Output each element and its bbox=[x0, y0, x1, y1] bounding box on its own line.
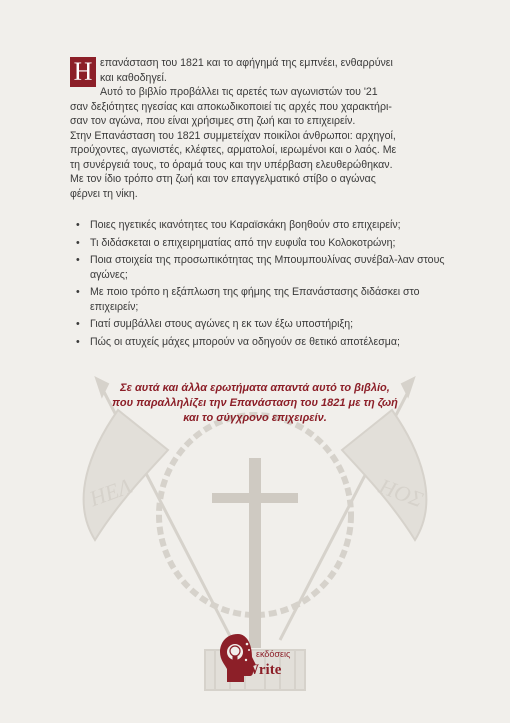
list-item bbox=[76, 236, 448, 251]
intro-line: τη συνέργειά τους, το όραμά τους και την υπέρβαση ελευθερώθηκαν. bbox=[70, 158, 393, 171]
cross-vertical bbox=[249, 458, 261, 648]
intro-line: φέρνει τη νίκη. bbox=[70, 187, 138, 200]
list-item bbox=[76, 317, 448, 332]
bullet-icon: • bbox=[76, 318, 80, 330]
logo-subtitle: εκδόσεις bbox=[256, 649, 291, 659]
list-item bbox=[76, 253, 448, 282]
bullet-icon: • bbox=[76, 254, 80, 266]
logo-title: iWrite bbox=[240, 662, 282, 678]
intro-paragraph bbox=[70, 56, 448, 201]
closing-line: που παραλληλίζει την Επανάσταση του 1821 με τη ζωή bbox=[112, 397, 398, 409]
list-item bbox=[76, 335, 448, 350]
intro-line: και καθοδηγεί. bbox=[100, 71, 167, 84]
intro-line: επανάσταση του 1821 και το αφήγημά της εμπνέει, ενθαρρύνει bbox=[100, 57, 393, 69]
description-block bbox=[70, 56, 448, 352]
publisher-logo bbox=[218, 632, 298, 712]
intro-line: Με τον ίδιο τρόπο στη ζωή και τον επαγγελματικό στίβο ο αγώνας bbox=[70, 173, 376, 185]
bullet-icon: • bbox=[76, 219, 80, 231]
question-list bbox=[76, 218, 448, 349]
intro-line: Στην Επανάσταση του 1821 συμμετείχαν ποικίλοι άνθρωποι: αρχηγοί, bbox=[70, 129, 396, 142]
question-text: Με ποιο τρόπο η εξάπλωση της φήμης της Επανάστασης διδάσκει στο επιχειρείν; bbox=[90, 286, 420, 313]
question-text: Γιατί συμβάλλει στους αγώνες η εκ των έξω υποστήριξη; bbox=[90, 318, 354, 330]
intro-line: Αυτό το βιβλίο προβάλλει τις αρετές των αγωνιστών του '21 bbox=[100, 86, 378, 98]
closing-statement bbox=[60, 381, 450, 426]
bullet-icon: • bbox=[76, 236, 80, 249]
right-flag-text: ΗΟΣ bbox=[375, 473, 427, 513]
closing-line: Σε αυτά και άλλα ερωτήματα απαντά αυτό το βιβλίο, bbox=[120, 382, 390, 394]
question-text: Τι διδάσκεται ο επιχειρηματίας από την ευφυΐα του Κολοκοτρώνη; bbox=[90, 236, 396, 249]
drop-cap: Η bbox=[70, 57, 96, 87]
cross-horizontal bbox=[212, 493, 298, 503]
intro-line: σαν τον αγώνα, που είναι χρήσιμες στη ζωή και το επιχειρείν. bbox=[70, 115, 356, 127]
intro-line: πρoύχοντες, αγωνιστές, κλέφτες, αρματολοί, ιερωμένοι και ο λαός. Με bbox=[70, 144, 397, 156]
closing-line: και το σύγχρονο επιχειρείν. bbox=[183, 412, 327, 424]
list-item bbox=[76, 218, 448, 233]
question-text: Ποιες ηγετικές ικανότητες του Καραϊσκάκη βοηθούν στο επιχειρείν; bbox=[90, 219, 401, 231]
bullet-icon: • bbox=[76, 335, 80, 348]
bullet-icon: • bbox=[76, 286, 80, 298]
list-item bbox=[76, 285, 448, 314]
question-text: Πώς οι ατυχείς μάχες μπορούν να οδηγούν σε θετικό αποτέλεσμα; bbox=[90, 335, 400, 348]
intro-line: σαν δεξιότητες ηγεσίας και αποκωδικοποιεί τις αρχές που χαρακτήρι- bbox=[70, 100, 392, 113]
left-flag-text: ΗΕΛ bbox=[86, 473, 135, 512]
question-text: Ποια στοιχεία της προσωπικότητας της Μπουμπουλίνας συνέβαλ-λαν στους αγώνες; bbox=[90, 254, 445, 281]
